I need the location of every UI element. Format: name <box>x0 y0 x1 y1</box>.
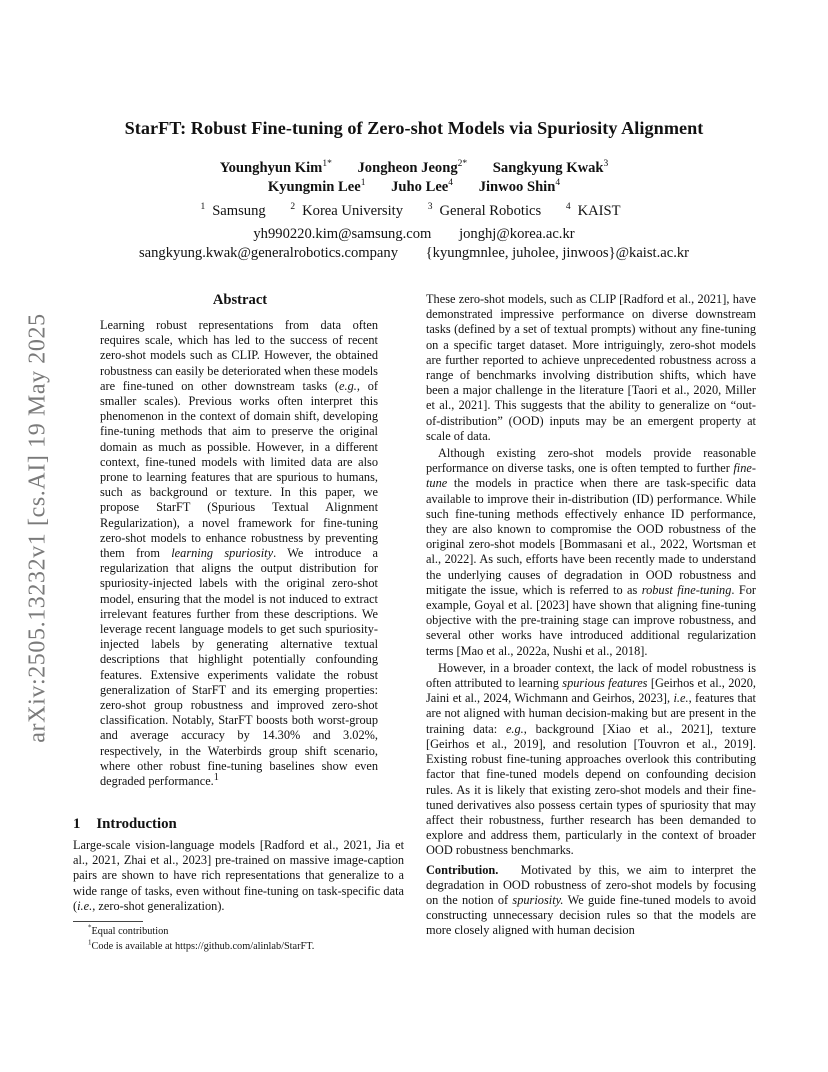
paragraph: These zero-shot models, such as CLIP [Radford et al., 2021], have demonstrated impressive performance on diverse downstream tasks (defined by a set of textual prompts) without any fine-tuning on a specific target dataset. More intriguingly, zero-shot models are further reported to achieve unprecedented robustness across a range of benchmarks involving distribution shifts, which have been a major challenge in the literature [Taori et al., 2020, Miller et al., 2021]. This suggests that the ability to generalize on “out-of-distribution” (OOD) inputs may be an emergent property at scale of data. <box>426 292 756 443</box>
email: jonghj@korea.ac.kr <box>459 226 575 242</box>
email: {kyungmnlee, juholee, jinwoos}@kaist.ac.kr <box>425 245 690 261</box>
footnote-code-link: $^1$Code is available at https://github.com/alinlab/StarFT. <box>88 938 315 952</box>
footnote-divider <box>73 921 143 922</box>
emails-line-2 <box>0 245 828 262</box>
footnote-marker: 1 <box>213 771 219 783</box>
introduction-body: Large-scale vision-language models [Radford et al., 2021, Jia et al., 2021, Zhai et al., 2023] pre-trained on massive image-caption pairs are shown to have rich representations that generalize to a wide range of tasks, even without fine-tuning on task-specific data (i.e., zero-shot generalization). <box>73 838 404 913</box>
author: Younghyun Kim$^{1*}$ <box>219 159 332 176</box>
affiliations <box>0 203 828 220</box>
affiliation: $^4$ KAIST <box>565 202 621 219</box>
author: Kyungmin Lee$^1$ <box>267 178 366 195</box>
email: sangkyung.kwak@generalrobotics.company <box>138 245 399 261</box>
abstract-heading: Abstract <box>212 292 268 308</box>
affiliation: $^3$ General Robotics <box>427 202 542 219</box>
email: yh990220.kim@samsung.com <box>253 226 432 242</box>
affiliation: $^1$ Samsung <box>200 202 266 219</box>
right-column-body <box>426 292 756 941</box>
arxiv-identifier: arXiv:2505.13232v1 [cs.AI] 19 May 2025 <box>24 313 51 743</box>
paper-title: StarFT: Robust Fine-tuning of Zero-shot Models via Spuriosity Alignment <box>124 118 704 138</box>
footnote-equal-contribution: *Equal contribution <box>88 923 169 937</box>
paragraph: Although existing zero-shot models provide reasonable performance on diverse tasks, one is often tempted to further fine-tune the models in practice when there are task-specific data available to improve their in-distribution (ID) performance. While such fine-tuning methods effectively enhance ID performance, they are also known to compromise the OOD robustness of the original zero-shot models [Bommasani et al., 2022, Wortsman et al., 2022]. As such, efforts have been recently made to understand the underlying causes of degradation in OOD robustness and mitigate the issue, which is referred to as robust fine-tuning. For example, Goyal et al. [2023] have shown that aligning fine-tuning objective with the pre-training stage can improve robustness, and several other works have introduced additional regularization terms [Mao et al., 2022a, Nushi et al., 2018]. <box>426 446 756 658</box>
paragraph: However, in a broader context, the lack of model robustness is often attributed to learning spurious features [Geirhos et al., 2020, Jaini et al., 2024, Wichmann and Geirhos, 2023], i.e., features that are not aligned with human decision-making but are present in the training data: e.g., background [Xiao et al., 2021], texture [Geirhos et al., 2019], and resolution [Touvron et al., 2019]. Existing robust fine-tuning approaches overlook this contributing factor that fine-tuned models depend on confounding decision rules. As it is likely that existing zero-shot models and their fine-tuned derivatives also possess certain types of spuriosity that may affect their robustness, further research has been demanded to explore and address them, particularly in the context of broader OOD robustness benchmarks. <box>426 660 756 858</box>
section-heading-introduction: 1 Introduction <box>73 816 177 832</box>
author: Sangkyung Kwak$^3$ <box>492 159 609 176</box>
authors-line-2 <box>0 177 828 198</box>
paragraph-contribution: Contribution. Motivated by this, we aim to interpret the degradation in OOD robustness of zero-shot models by focusing on the notion of spuriosity. We guide fine-tuned models to avoid constructing unnecessary decision rules so that the models are more closely aligned with human decision <box>426 862 756 938</box>
authors-line-1 <box>0 158 828 179</box>
author: Juho Lee$^4$ <box>391 178 454 195</box>
emails-line-1 <box>0 226 828 243</box>
affiliation: $^2$ Korea University <box>290 202 404 219</box>
abstract-body: Learning robust representations from data often requires scale, which has led to the success of recent zero-shot models such as CLIP. However, the obtained robustness can easily be deteriorated when these models are fine-tuned on other downstream tasks (e.g., of smaller scales). Previous works often interpret this phenomenon in the context of domain shift, developing fine-tuning methods that aim to preserve the original domain as much as possible. However, in a different context, fine-tuned models with limited data are also prone to learning features that are spurious to humans, such as background or texture. In this paper, we propose StarFT (Spurious Textual Alignment Regularization), a novel framework for fine-tuning zero-shot models to enhance robustness by preventing them from learning spuriosity. We introduce a regularization that aligns the output distribution for spuriosity-injected labels with the original zero-shot model, ensuring that the model is not induced to extract irrelevant features further from these descriptions. We leverage recent language models to get such spuriosity-injected labels by generating alternative textual descriptions that highlight potentially confounding features. Extensive experiments validate the robust generalization of StarFT and its emerging properties: zero-shot group robustness and improved zero-shot classification. Notably, StarFT boosts both worst-group and average accuracy by 14.30% and 3.02%, respectively, in the Waterbirds group shift scenario, where other robust fine-tuning baselines show even degraded performance.$^1$ <box>100 318 379 789</box>
footnotes <box>88 925 314 954</box>
author: Jinwoo Shin$^4$ <box>478 178 561 195</box>
author: Jongheon Jeong$^{2*}$ <box>357 159 468 176</box>
